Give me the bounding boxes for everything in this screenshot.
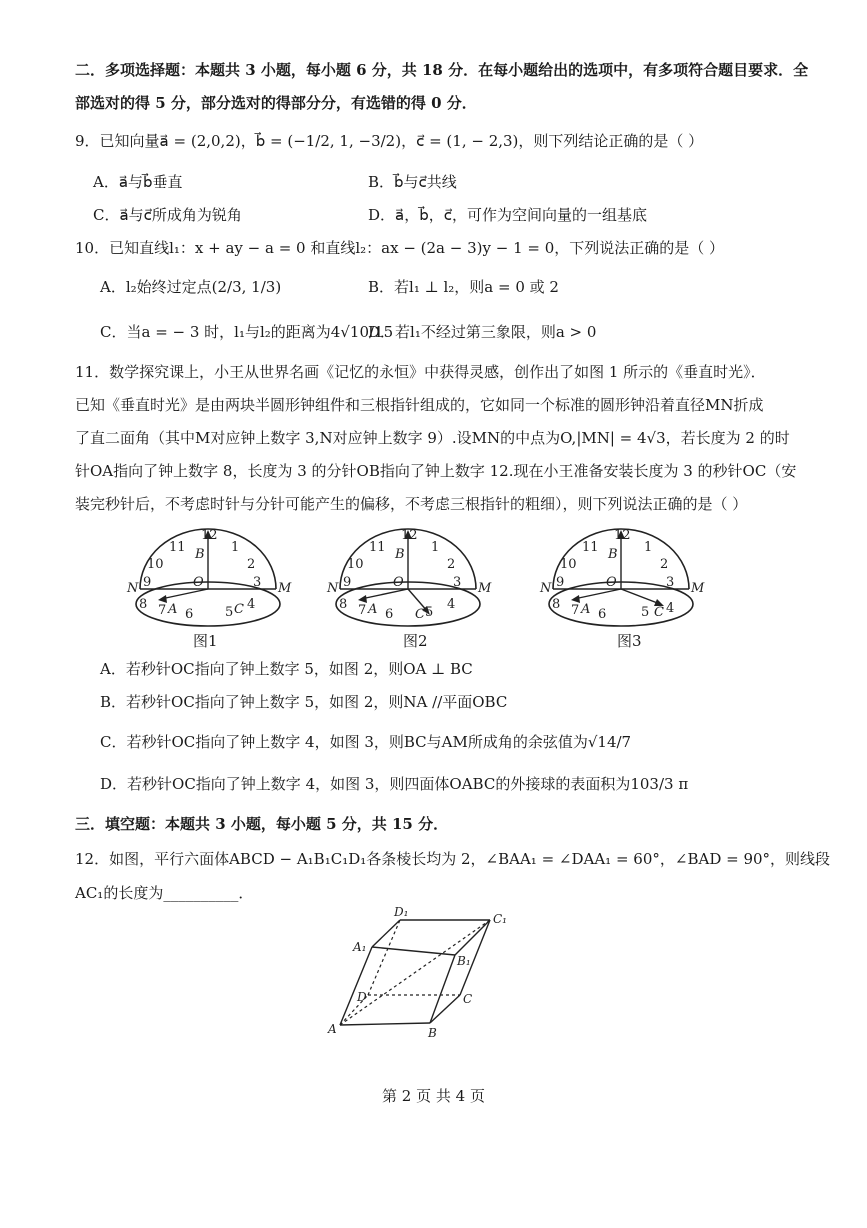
clock2-label-b: B (395, 547, 405, 562)
clock3-num-5: 5 (641, 605, 650, 620)
page-footer: 第 2 页 共 4 页 (382, 1087, 485, 1105)
q10-option-a: A．l₂始终过定点(2/3, 1/3) (100, 278, 282, 296)
q11-line2: 已知《垂直时光》是由两块半圆形钟组件和三根指针组成的，它如同一个标准的圆形钟沿着直径MN折成 (75, 396, 764, 414)
clock1-num-6: 6 (185, 607, 194, 622)
clock3-num-3: 3 (666, 575, 675, 590)
clock1-label-n: N (127, 581, 139, 596)
q9-option-c: C．a⃗与c⃗所成角为锐角 (93, 206, 242, 224)
clock3-label-a: A (581, 602, 591, 617)
label-a: A (328, 1022, 337, 1036)
clock3-num-4: 4 (666, 601, 675, 616)
q11-option-a: A．若秒针OC指向了钟上数字 5，如图 2，则OA ⊥ BC (100, 660, 473, 678)
clock3-num-2: 2 (660, 557, 669, 572)
clock3-num-11: 11 (582, 540, 599, 555)
clock2-label-c: C (415, 607, 425, 622)
q9-option-d: D．a⃗，b⃗，c⃗，可作为空间向量的一组基底 (368, 206, 647, 224)
label-c: C (463, 992, 473, 1006)
clock2-num-12: 12 (401, 528, 418, 543)
fig1-caption: 图1 (193, 632, 218, 650)
clock2-num-11: 11 (369, 540, 386, 555)
clock1-label-a: A (168, 602, 178, 617)
clock3-num-7: 7 (571, 603, 580, 618)
clock1-num-3: 3 (253, 575, 262, 590)
clock2-num-3: 3 (453, 575, 462, 590)
q11-option-c: C．若秒针OC指向了钟上数字 4，如图 3，则BC与AM所成角的余弦值为√14/7 (100, 733, 632, 751)
label-d: D (357, 990, 367, 1004)
q11-line1: 11．数学探究课上，小王从世界名画《记忆的永恒》中获得灵感，创作出了如图 1 所示的《垂直时光》． (75, 363, 766, 381)
clock2-label-m: M (478, 581, 492, 596)
clock1-label-m: M (278, 581, 292, 596)
q10-stem: 10．已知直线l₁：x + ay − a = 0 和直线l₂：ax − (2a − 3)y − 1 = 0，下列说法正确的是（ ） (75, 239, 725, 257)
clock3-num-9: 9 (556, 575, 565, 590)
q12-line2: AC₁的长度为__________． (75, 884, 254, 902)
label-a1: A₁ (353, 940, 367, 954)
parallelepiped-figure (320, 905, 520, 1040)
clock1-num-7: 7 (158, 603, 167, 618)
fig3-caption: 图3 (617, 632, 642, 650)
section2-header-line1: 二．多项选择题：本题共 3 小题，每小题 6 分，共 18 分．在每小题给出的选项中，有多项符合题目要求．全 (75, 61, 809, 79)
clock1-num-10: 10 (147, 557, 164, 572)
clock2-num-4: 4 (447, 597, 456, 612)
clock2-num-8: 8 (339, 597, 348, 612)
clock2-num-6: 6 (385, 607, 394, 622)
clock3-label-o: O (606, 575, 617, 590)
q9-option-b: B．b⃗与c⃗共线 (368, 173, 457, 191)
clock-figure-2 (325, 522, 495, 632)
clock2-num-2: 2 (447, 557, 456, 572)
clock1-label-b: B (195, 547, 205, 562)
clock3-num-12: 12 (614, 528, 631, 543)
clock3-label-c: C (654, 605, 664, 620)
clock2-num-9: 9 (343, 575, 352, 590)
q12-line1: 12．如图，平行六面体ABCD − A₁B₁C₁D₁各条棱长均为 2，∠BAA₁ = ∠DAA₁ = 60°，∠BAD = 90°，则线段 (75, 850, 831, 868)
clock2-num-10: 10 (347, 557, 364, 572)
q9-stem: 9．已知向量a⃗ = (2,0,2)，b⃗ = (−1/2, 1, −3/2)，c⃗ = (1, − 2,3)，则下列结论正确的是（ ） (75, 132, 704, 150)
label-b: B (428, 1026, 437, 1040)
clock1-num-4: 4 (247, 597, 256, 612)
label-c1: C₁ (493, 912, 507, 926)
clock-figure-1 (125, 522, 295, 632)
clock3-num-8: 8 (552, 597, 561, 612)
clock3-num-6: 6 (598, 607, 607, 622)
section2-header-line2: 部选对的得 5 分，部分选对的得部分分，有选错的得 0 分． (75, 94, 477, 112)
clock1-num-9: 9 (143, 575, 152, 590)
q11-line3: 了直二面角（其中M对应钟上数字 3,N对应钟上数字 9）.设MN的中点为O,|MN| = 4√3，若长度为 2 的时 (75, 429, 790, 447)
clock2-num-5: 5 (425, 605, 434, 620)
fig2-caption: 图2 (403, 632, 428, 650)
clock1-num-8: 8 (139, 597, 148, 612)
clock1-num-11: 11 (169, 540, 186, 555)
q11-line4: 针OA指向了钟上数字 8，长度为 3 的分针OB指向了钟上数字 12.现在小王准备安装长度为 3 的秒针OC（安 (75, 462, 797, 480)
clock3-label-b: B (608, 547, 618, 562)
label-d1: D₁ (394, 905, 409, 919)
q11-line5: 装完秒针后，不考虑时针与分针可能产生的偏移，不考虑三根指针的粗细），则下列说法正确的是（ ） (75, 495, 748, 513)
q10-option-d: D．若l₁不经过第三象限，则a > 0 (368, 323, 597, 341)
clock1-label-o: O (193, 575, 204, 590)
clock1-num-12: 12 (201, 528, 218, 543)
section3-header: 三．填空题：本题共 3 小题，每小题 5 分，共 15 分． (75, 815, 449, 833)
clock2-num-7: 7 (358, 603, 367, 618)
q10-option-b: B．若l₁ ⊥ l₂，则a = 0 或 2 (368, 278, 559, 296)
q9-option-a: A．a⃗与b⃗垂直 (93, 173, 183, 191)
clock-figure-3 (538, 522, 708, 632)
q10-option-c: C．当a = − 3 时，l₁与l₂的距离为4√10/15 (100, 323, 394, 341)
clock1-num-2: 2 (247, 557, 256, 572)
label-b1: B₁ (457, 954, 471, 968)
clock2-label-a: A (368, 602, 378, 617)
clock2-num-1: 1 (431, 540, 440, 555)
clock3-num-1: 1 (644, 540, 653, 555)
clock3-label-n: N (540, 581, 552, 596)
clock3-num-10: 10 (560, 557, 577, 572)
clock2-label-o: O (393, 575, 404, 590)
clock2-label-n: N (327, 581, 339, 596)
q11-option-b: B．若秒针OC指向了钟上数字 5，如图 2，则NA //平面OBC (100, 693, 508, 711)
clock3-label-m: M (691, 581, 705, 596)
clock1-num-1: 1 (231, 540, 240, 555)
q11-option-d: D．若秒针OC指向了钟上数字 4，如图 3，则四面体OABC的外接球的表面积为103/3 π (100, 775, 689, 793)
clock1-num-5: 5 (225, 605, 234, 620)
clock1-label-c: C (234, 602, 244, 617)
